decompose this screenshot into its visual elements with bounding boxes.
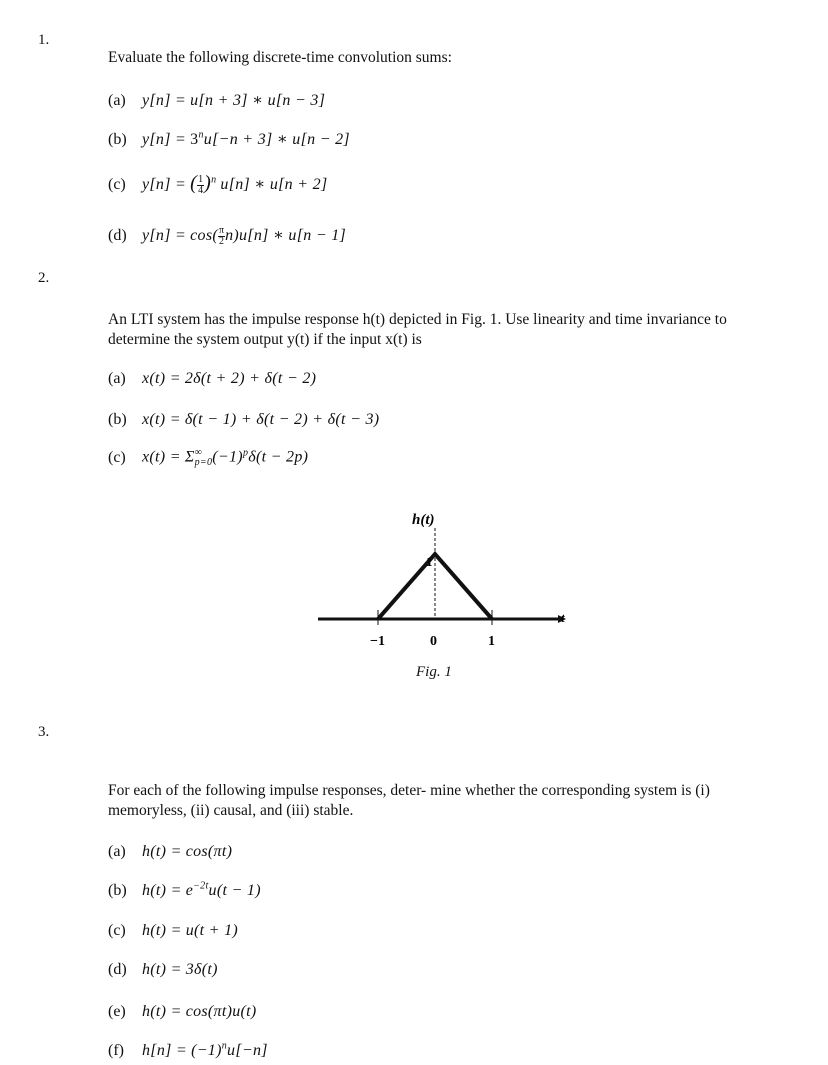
equation-item: [108, 882, 261, 900]
equation-rhs: 2δ(t + 2) + δ(t − 2): [184, 370, 317, 387]
item-label: (b): [108, 131, 127, 148]
equation-rhs: u(t + 1): [185, 922, 239, 939]
sum-upper-limit: ∞: [194, 447, 202, 458]
fraction-numerator: π: [219, 224, 225, 236]
item-label: (d): [108, 227, 127, 244]
item-label: (b): [108, 411, 127, 428]
item-label: (c): [108, 922, 126, 939]
equation-lhs: x(t) =: [142, 370, 181, 387]
equation-item: [108, 961, 218, 979]
item-label: (a): [108, 843, 126, 860]
fraction-denominator: 2: [219, 235, 225, 247]
equation-rhs: u(t − 1): [208, 882, 261, 899]
equation-item: [108, 1042, 268, 1060]
equation-rhs: δ(t − 1) + δ(t − 2) + δ(t − 3): [184, 411, 380, 428]
peak-label: 1: [426, 554, 433, 569]
sum-limits: [195, 448, 213, 468]
h-axis-label: h(t): [412, 512, 435, 528]
sum-symbol: Σ: [184, 448, 195, 466]
equation-lhs: h(t) =: [142, 922, 182, 939]
fraction-numerator: 1: [198, 173, 204, 185]
item-label: (c): [108, 448, 126, 466]
fraction-denominator: 4: [198, 184, 204, 196]
equation-rhs: u[n] ∗ u[n + 2]: [220, 176, 328, 193]
equation-rhs: cos(πt)u(t): [185, 1003, 257, 1020]
exponent: n: [221, 1040, 228, 1052]
equation-lhs: h(t) =: [142, 961, 182, 978]
equation-lhs: y[n] =: [142, 227, 187, 244]
equation-item: [108, 843, 232, 861]
item-label: (a): [108, 370, 126, 387]
problem-statement: Evaluate the following discrete-time convolution sums:: [108, 49, 452, 66]
equation-lhs: x(t) =: [142, 448, 181, 466]
equation-item: [108, 90, 325, 110]
problem-statement: For each of the following impulse responses, deter- mine whether the corresponding system is (i) memoryless, (ii) causal, and (iii) stable.: [108, 782, 710, 819]
impulse-response-figure: [310, 500, 570, 655]
equation-base: (−1): [212, 448, 243, 466]
equation-item: [108, 129, 350, 149]
equation-item: [108, 370, 316, 388]
equation-lhs: y[n] =: [142, 176, 187, 193]
equation-rhs: δ(t − 2p): [248, 448, 309, 466]
tick-label: 1: [488, 634, 495, 649]
equation-base: e: [185, 882, 194, 899]
equation-lhs: h(t) =: [142, 1003, 182, 1020]
equation-base: (−1): [191, 1042, 222, 1059]
item-label: (a): [108, 92, 126, 109]
equation-rhs: n)u[n] ∗ u[n − 1]: [225, 227, 347, 244]
exponent: p: [242, 447, 249, 459]
equation-rhs: cos(πt): [185, 843, 233, 860]
equation-lhs: x(t) =: [142, 411, 181, 428]
item-label: (c): [108, 176, 126, 193]
tick-label: −1: [370, 634, 385, 649]
problem-number: 2.: [38, 270, 50, 286]
equation-base: 3: [190, 131, 199, 148]
equation-item: [108, 922, 238, 940]
exponent: n: [211, 174, 217, 186]
item-label: (e): [108, 1003, 126, 1020]
exponent: −2t: [193, 880, 209, 892]
problem-statement: An LTI system has the impulse response h(t) depicted in Fig. 1. Use linearity and time invariance to determine the system output y(t) if the input x(t) is: [108, 311, 727, 348]
sum-lower-limit: p=0: [194, 457, 213, 468]
equation-item: [108, 1003, 257, 1021]
equation-rhs: 3δ(t): [185, 961, 218, 978]
equation-item: [108, 225, 346, 247]
equation-item: [108, 411, 379, 429]
equation-func: cos(: [190, 227, 219, 244]
tick-label: 0: [430, 634, 437, 649]
figure-caption: Fig. 1: [416, 664, 452, 680]
equation-lhs: h(t) =: [142, 843, 182, 860]
item-label: (b): [108, 882, 127, 899]
problem-number: 1.: [38, 32, 50, 48]
equation-item: (c) y[n] = ( $\frac{1}{4}$ )$^n$ u[n] ∗ u[n + 2]: [108, 172, 328, 196]
item-label: (d): [108, 961, 127, 978]
t-axis-label: t: [561, 610, 565, 625]
equation-rhs: u[−n]: [227, 1042, 268, 1059]
problem-number: 3.: [38, 724, 50, 740]
equation-rhs: u[−n + 3] ∗ u[n − 2]: [203, 131, 350, 148]
equation-item: [108, 448, 308, 468]
exponent: n: [198, 129, 204, 141]
equation-rhs: u[n + 3] ∗ u[n − 3]: [190, 92, 326, 109]
equation-lhs: h(t) =: [142, 882, 182, 899]
item-label: (f): [108, 1042, 124, 1059]
equation-lhs: y[n] =: [142, 92, 187, 109]
equation-lhs: h[n] =: [142, 1042, 188, 1059]
equation-lhs: y[n] =: [142, 131, 187, 148]
